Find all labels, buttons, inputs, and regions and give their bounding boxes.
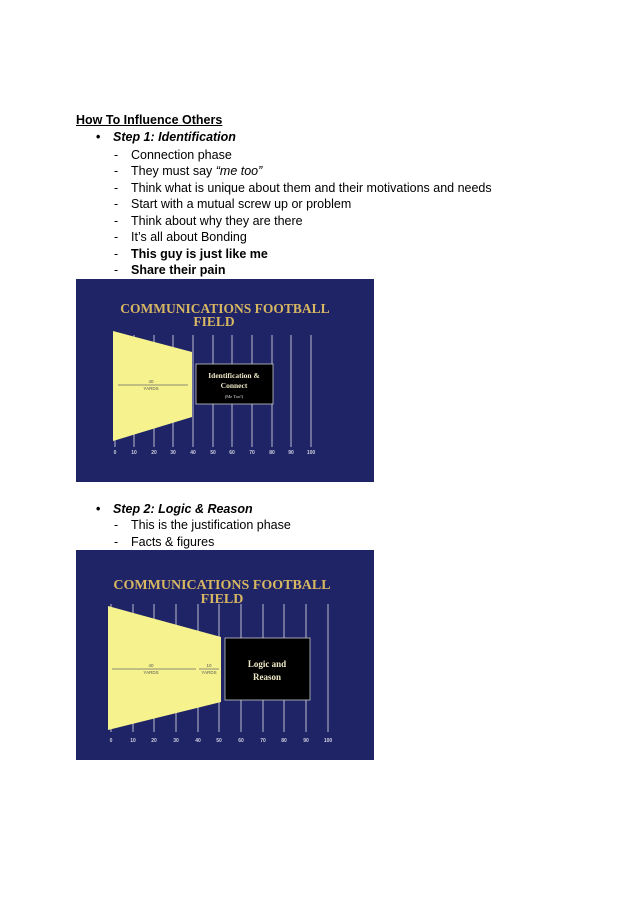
dash-icon: - xyxy=(114,214,119,228)
box-line-1: Logic and xyxy=(247,659,287,669)
dash-icon: - xyxy=(114,535,119,549)
slide-title-line-1: COMMUNICATIONS FOOTBALL xyxy=(113,578,331,593)
box-line-2: Reason xyxy=(252,672,282,682)
yard-label: 10 xyxy=(130,738,136,744)
step-1-heading xyxy=(96,130,236,144)
funnel-shape xyxy=(108,606,221,730)
list-item: - Think about why they are there xyxy=(114,214,303,228)
bullet-icon: • xyxy=(96,130,101,144)
slide-logic-reason xyxy=(76,550,374,760)
list-item: - Start with a mutual screw up or problem xyxy=(114,197,352,211)
yard-label: 50 xyxy=(216,738,222,744)
page-heading: How To Influence Others xyxy=(76,113,223,127)
box-line-3: (Me Too!) xyxy=(224,394,244,399)
dash-icon: - xyxy=(114,247,119,261)
list-item: - Connection phase xyxy=(114,148,232,162)
step-2-label: Step 2: Logic & Reason xyxy=(113,502,253,516)
yard-label: 90 xyxy=(303,738,309,744)
yard-label: 100 xyxy=(306,450,316,456)
dash-icon: - xyxy=(114,518,119,532)
phase-box xyxy=(225,638,310,700)
measure-value: 10 xyxy=(206,663,212,668)
list-item: - Share their pain xyxy=(114,263,226,277)
football-field-diagram xyxy=(76,279,374,482)
yard-label: 40 xyxy=(195,738,201,744)
yard-label: 100 xyxy=(323,738,333,744)
step-2-heading xyxy=(96,502,253,516)
yard-label: 20 xyxy=(151,738,157,744)
football-field-diagram xyxy=(76,550,374,760)
yard-label: 40 xyxy=(190,450,196,456)
slide-title-line-2: FIELD xyxy=(200,592,244,607)
measure-unit: YARDS xyxy=(143,386,159,391)
dash-icon: - xyxy=(114,197,119,211)
yard-label: 60 xyxy=(238,738,244,744)
dash-icon: - xyxy=(114,181,119,195)
yard-label: 90 xyxy=(288,450,294,456)
yard-label: 20 xyxy=(151,450,157,456)
yard-label: 80 xyxy=(269,450,275,456)
yard-label: 0 xyxy=(109,738,113,744)
slide-identification xyxy=(76,279,374,482)
list-item: - It’s all about Bonding xyxy=(114,230,247,244)
measure-value: 40 xyxy=(148,663,154,668)
yard-label: 0 xyxy=(113,450,117,456)
list-item: - They must say “me too” xyxy=(114,164,263,178)
dash-icon: - xyxy=(114,148,119,162)
measure-unit: YARDS xyxy=(143,670,159,675)
yard-label: 70 xyxy=(260,738,266,744)
list-item: - Facts & figures xyxy=(114,535,215,549)
yard-label: 50 xyxy=(210,450,216,456)
yard-label: 60 xyxy=(229,450,235,456)
slide-title-line-1: COMMUNICATIONS FOOTBALL xyxy=(120,301,330,316)
list-item: - This is the justification phase xyxy=(114,518,291,532)
list-item: - Think what is unique about them and their motivations and needs xyxy=(114,181,492,195)
yard-label: 70 xyxy=(249,450,255,456)
me-too-quote: “me too” xyxy=(215,164,263,178)
bullet-icon: • xyxy=(96,502,101,516)
measure-value: 40 xyxy=(148,379,154,384)
box-line-2: Connect xyxy=(220,381,248,390)
step-1-label: Step 1: Identification xyxy=(113,130,236,144)
list-item: - This guy is just like me xyxy=(114,247,268,261)
yard-label: 30 xyxy=(173,738,179,744)
dash-icon: - xyxy=(114,164,119,178)
yard-label: 10 xyxy=(131,450,137,456)
dash-icon: - xyxy=(114,230,119,244)
yard-label: 80 xyxy=(281,738,287,744)
yard-label: 30 xyxy=(170,450,176,456)
measure-unit: YARDS xyxy=(201,670,217,675)
slide-title-line-2: FIELD xyxy=(193,314,235,329)
box-line-1: Identification & xyxy=(208,371,260,380)
dash-icon: - xyxy=(114,263,119,277)
